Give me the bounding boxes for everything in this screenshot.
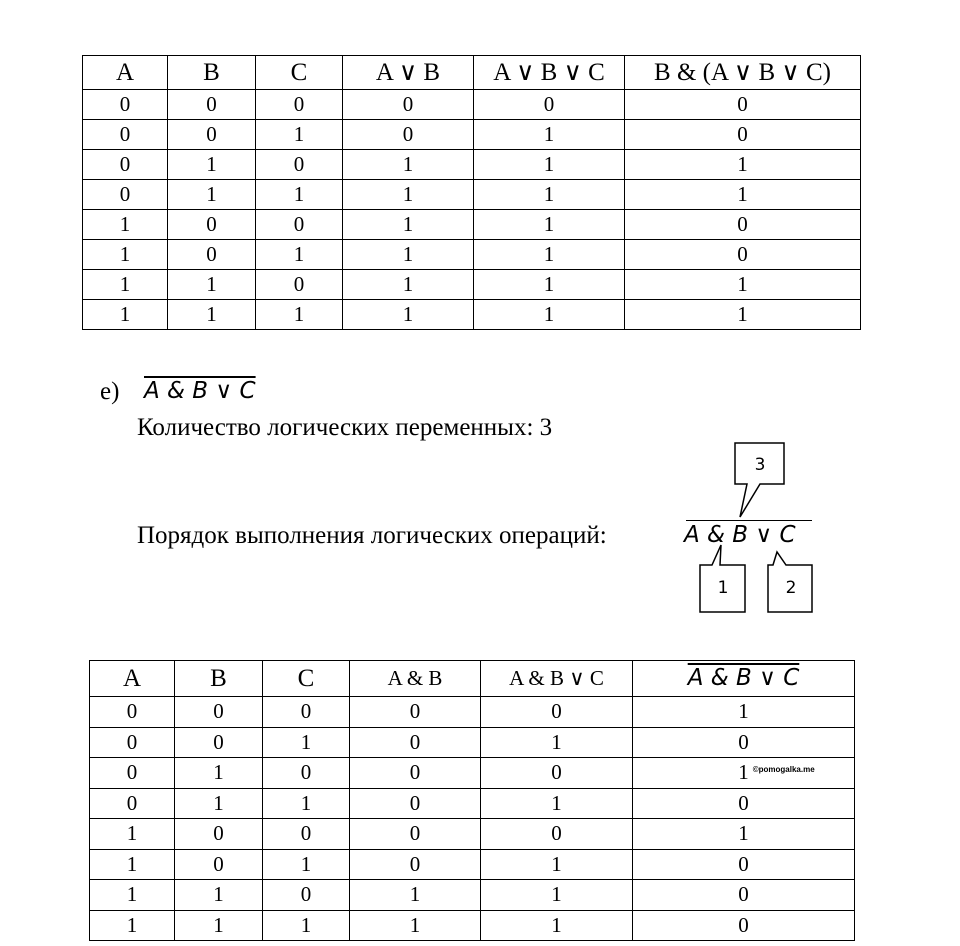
variable-count-text: Количество логических переменных: 3: [137, 414, 553, 441]
header-cell: C: [263, 661, 350, 697]
table-row: [90, 849, 855, 880]
header-cell: [633, 661, 855, 697]
table-cell: 1: [175, 758, 263, 789]
header-cell: C: [256, 56, 343, 90]
table-cell: 0: [256, 150, 343, 180]
negated-formula-header: A & B ∨ C: [687, 665, 800, 691]
table-cell: 1: [474, 180, 625, 210]
cell-value: 1: [738, 760, 749, 785]
table-cell: 0: [633, 727, 855, 758]
table-cell: 0: [350, 758, 481, 789]
table-cell: 0: [168, 120, 256, 150]
table-cell: 1: [343, 240, 474, 270]
table-cell: 1: [263, 910, 350, 941]
table-cell: 1: [474, 240, 625, 270]
callout-1: [700, 545, 745, 612]
callout-3: [735, 443, 784, 517]
table-cell: 1: [168, 300, 256, 330]
table-row: [90, 758, 855, 789]
table-cell: 0: [633, 849, 855, 880]
watermark: ©pomogalka.me: [752, 765, 815, 774]
table-cell: 0: [90, 727, 175, 758]
table-cell: 1: [633, 697, 855, 728]
table-cell: 1: [90, 849, 175, 880]
table-cell: 0: [633, 788, 855, 819]
table-cell: 0: [350, 727, 481, 758]
table-cell: 0: [256, 90, 343, 120]
table-cell: 0: [625, 210, 861, 240]
table-cell: 0: [83, 150, 168, 180]
table-row: [90, 697, 855, 728]
table-cell: 0: [625, 240, 861, 270]
table-cell: 1: [481, 849, 633, 880]
table-cell: 0: [625, 120, 861, 150]
header-cell: A ∨ B: [343, 56, 474, 90]
table-cell: 1: [625, 300, 861, 330]
table-cell: 0: [481, 819, 633, 850]
table-cell: 0: [256, 270, 343, 300]
table-cell: 1: [474, 210, 625, 240]
table-cell: 1: [343, 210, 474, 240]
table-cell: 1: [256, 120, 343, 150]
table-cell: 0: [263, 880, 350, 911]
table-cell: 1: [175, 910, 263, 941]
table-cell: 1: [83, 270, 168, 300]
table-cell: 0: [474, 90, 625, 120]
table-cell: 0: [83, 120, 168, 150]
table-cell: 0: [350, 697, 481, 728]
table-cell: 1: [83, 300, 168, 330]
section-label: е): [100, 378, 120, 405]
header-cell: B: [175, 661, 263, 697]
table-row: [90, 727, 855, 758]
header-cell: B & (A ∨ B ∨ C): [625, 56, 861, 90]
header-cell: A ∨ B ∨ C: [474, 56, 625, 90]
table-cell: 0: [90, 697, 175, 728]
table-cell: 0: [481, 697, 633, 728]
table-cell: 0: [175, 849, 263, 880]
table-cell: 0: [625, 90, 861, 120]
table-cell: 1: [474, 270, 625, 300]
header-cell: A & B: [350, 661, 481, 697]
header-cell: A: [83, 56, 168, 90]
table-cell: 0: [83, 90, 168, 120]
table-cell: 0: [263, 758, 350, 789]
table-cell: 0: [168, 210, 256, 240]
operation-order-formula: A & B ∨ C: [684, 522, 796, 548]
table-cell: 0: [343, 120, 474, 150]
table-cell: 0: [633, 880, 855, 911]
table-cell: 0: [263, 697, 350, 728]
table-cell: 0: [168, 240, 256, 270]
callout-1-number: 1: [717, 578, 729, 598]
callout-3-number: 3: [754, 455, 766, 475]
table-cell: 1: [481, 788, 633, 819]
header-cell: A: [90, 661, 175, 697]
table-cell: 1: [625, 150, 861, 180]
table-cell: 1: [633, 819, 855, 850]
table-cell: 1: [168, 180, 256, 210]
table-cell: 1: [90, 819, 175, 850]
table-cell: 0: [90, 788, 175, 819]
callout-2-number: 2: [785, 578, 797, 598]
table-cell: 0: [256, 210, 343, 240]
table-cell: 1: [474, 150, 625, 180]
table-cell: 0: [83, 180, 168, 210]
table-cell: 1: [625, 180, 861, 210]
table-cell: 1: [481, 910, 633, 941]
table-row: [90, 819, 855, 850]
table-cell: 1: [263, 849, 350, 880]
table-cell: 1: [474, 120, 625, 150]
table-cell: 1: [343, 300, 474, 330]
table-cell: 1: [175, 880, 263, 911]
table-cell: 0: [175, 819, 263, 850]
table-cell: 0: [168, 90, 256, 120]
header-cell: B: [168, 56, 256, 90]
table-cell: 1: [350, 880, 481, 911]
table-cell: 1: [83, 240, 168, 270]
table-cell: 1: [350, 910, 481, 941]
table-cell: 0: [633, 910, 855, 941]
table-cell: 1: [175, 788, 263, 819]
table-cell: 1: [256, 300, 343, 330]
table-cell: 0: [90, 758, 175, 789]
table-cell: 1: [90, 910, 175, 941]
table-cell: 1: [256, 240, 343, 270]
table-cell: 1: [263, 788, 350, 819]
table-cell: 0: [481, 758, 633, 789]
table-cell: 1: [168, 270, 256, 300]
table-cell: 0: [343, 90, 474, 120]
table-cell: 0: [175, 727, 263, 758]
table-cell: 1: [168, 150, 256, 180]
operation-order-label: Порядок выполнения логических операций:: [137, 522, 607, 549]
table-cell: 0: [350, 849, 481, 880]
callout-2: [768, 552, 812, 612]
table-cell: 1: [256, 180, 343, 210]
table-cell: 1: [343, 180, 474, 210]
table-cell: 1: [83, 210, 168, 240]
table-row: [90, 880, 855, 911]
truth-table-2: [89, 660, 855, 941]
table-cell: 1: [625, 270, 861, 300]
table-cell: 1: [474, 300, 625, 330]
table-header-row: [90, 661, 855, 697]
table-cell: 0: [350, 788, 481, 819]
table-cell: [633, 758, 855, 789]
table-row: [90, 910, 855, 941]
table-row: [90, 788, 855, 819]
table-cell: 1: [263, 727, 350, 758]
header-cell: A & B ∨ C: [481, 661, 633, 697]
table-cell: 1: [481, 727, 633, 758]
table-cell: 0: [175, 697, 263, 728]
table-cell: 1: [343, 150, 474, 180]
table-cell: 1: [90, 880, 175, 911]
table-cell: 1: [343, 270, 474, 300]
table-cell: 0: [350, 819, 481, 850]
table-cell: 1: [481, 880, 633, 911]
table-cell: 0: [263, 819, 350, 850]
section-formula: A & B ∨ C: [144, 378, 256, 404]
